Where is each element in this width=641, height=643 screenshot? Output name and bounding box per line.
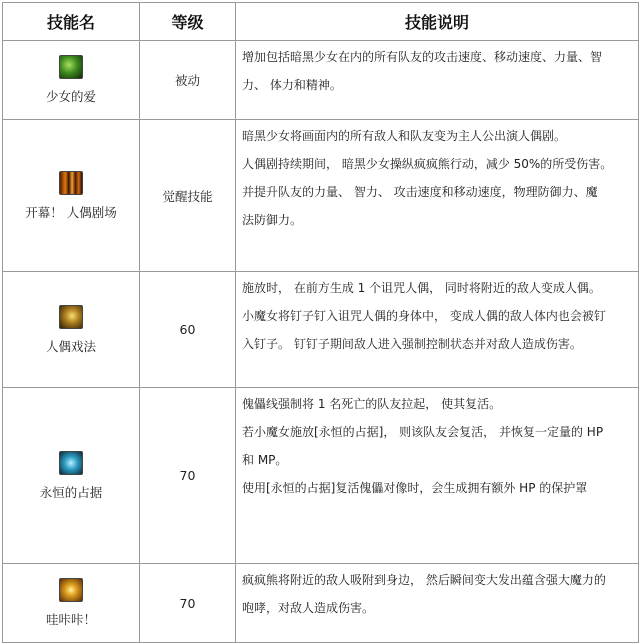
skill-name: 开幕！ 人偶剧场 [25,204,117,220]
description-line: 法防御力。 [242,213,303,227]
skill-level: 70 [140,564,236,643]
description-line: 入钉子。 钉钉子期间敌人进入强制控制状态并对敌人造成伤害。 [242,337,582,351]
description-line: 傀儡线强制将 1 名死亡的队友拉起， 使其复活。 [242,397,502,411]
green-claw-icon [59,55,83,79]
skill-description [236,41,639,120]
description-line: 力、 体力和精神。 [242,78,342,92]
skill-description [236,272,639,388]
table-row [3,272,639,388]
skill-name: 人偶戏法 [45,338,96,354]
header-level: 等级 [140,3,236,41]
blue-puppet-icon [59,451,83,475]
description-line: 增加包括暗黑少女在内的所有队友的攻击速度、移动速度、力量、智 [242,50,603,64]
golden-nail-icon [59,305,83,329]
skill-level: 觉醒技能 [140,120,236,272]
table-row [3,120,639,272]
header-row [3,3,639,41]
description-line: 人偶剧持续期间， 暗黑少女操纵疯疯熊行动，减少 50%的所受伤害。 [242,157,613,171]
skill-name-cell [3,388,140,564]
description-line: 暗黑少女将画面内的所有敌人和队友变为主人公出演人偶剧。 [242,129,567,143]
skill-name-cell [3,272,140,388]
skill-level: 60 [140,272,236,388]
description-line: 并提升队友的力量、 智力、 攻击速度和移动速度，物理防御力、魔 [242,185,598,199]
skill-description [236,564,639,643]
description-line: 施放时， 在前方生成 1 个诅咒人偶， 同时将附近的敌人变成人偶。 [242,281,601,295]
skill-description [236,388,639,564]
description-line: 疯疯熊将附近的敌人吸附到身边， 然后瞬间变大发出蕴含强大魔力的 [242,573,606,587]
description-line: 小魔女将钉子钉入诅咒人偶的身体中， 变成人偶的敌人体内也会被钉 [242,309,606,323]
description-line: 若小魔女施放[永恒的占据]， 则该队友会复活， 并恢复一定量的 HP [242,425,604,439]
skill-level: 70 [140,388,236,564]
header-description: 技能说明 [236,3,639,41]
skill-name: 少女的爱 [45,89,96,104]
skill-name-cell [3,564,140,643]
header-skill-name: 技能名 [3,3,140,41]
table-row [3,388,639,564]
description-line: 和 MP。 [242,453,288,467]
skill-name-cell [3,120,140,272]
roaring-bear-icon [59,578,83,602]
skill-description [236,120,639,272]
table-row [3,41,639,120]
description-line: 使用[永恒的占据]复活傀儡对像时，会生成拥有额外 HP 的保护罩 [242,481,588,495]
skill-level: 被动 [140,41,236,120]
skill-name: 永恒的占据 [39,484,103,500]
description-line: 咆哮，对敌人造成伤害。 [242,601,375,615]
skills-table [2,2,639,643]
table-row [3,564,639,643]
skill-name: 哇咔咔！ [45,612,96,627]
orange-curtain-icon [59,171,83,195]
skill-name-cell [3,41,140,120]
